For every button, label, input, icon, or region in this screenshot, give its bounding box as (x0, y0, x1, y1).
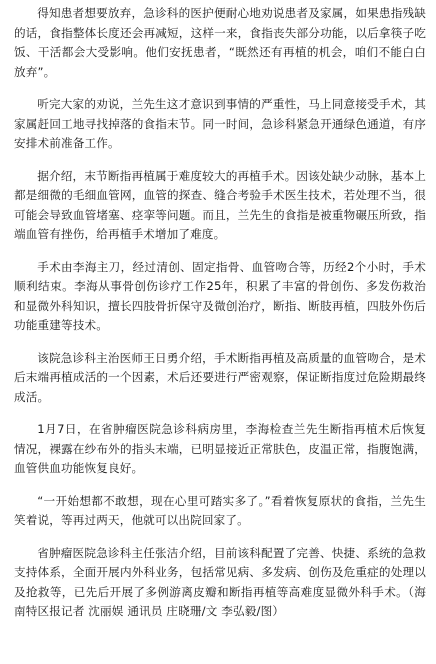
paragraph-3: 据介绍，末节断指再植属于难度较大的再植手术。因该处缺少动脉，基本上都是细微的毛细血管网，血管的探查、缝合考验手术医生技术，若处理不当，很可能会导致血管堵塞、痉挛等问题。而且，兰先生的食指是被重物碾压所致，指端血管有挫伤，给再植手术增加了难度。 (14, 168, 426, 241)
paragraph-6: 1月7日，在省肿瘤医院急诊科病房里，李海检查兰先生断指再植术后恢复情况，裸露在纱布外的指头末端，已明显接近正常肤色，皮温正常，指腹饱满，血管供血功能恢复良好。 (14, 422, 426, 475)
paragraph-2: 听完大家的劝说，兰先生这才意识到事情的严重性，马上同意接受手术，其家属赶回工地寻找掉落的食指末节。同一时间，急诊科紧急开通绿色通道，有序安排术前准备工作。 (14, 97, 426, 150)
paragraph-7: “一开始想都不敢想，现在心里可踏实多了。”看着恢复原状的食指，兰先生笑着说，等再过两天，他就可以出院回家了。 (14, 493, 426, 527)
paragraph-8: 省肿瘤医院急诊科主任张洁介绍，目前该科配置了完善、快捷、系统的急救支持体系，全面开展内外科业务，包括常见病、多发病、创伤及危重症的处理以及抢救等，已先后开展了多例游离皮瓣和断指再植等高难度显微外科手术。（海南特区报记者 沈丽娱 通讯员 庄晓珊/文 李弘毅/图） (14, 545, 426, 618)
paragraph-5: 该院急诊科主治医师王日勇介绍，手术断指再植及高质量的血管吻合，是术后末端再植成活的一个因素，术后还要进行严密观察，保证断指度过危险期最终成活。 (14, 350, 426, 404)
paragraph-1: 得知患者想要放弃，急诊科的医护便耐心地劝说患者及家属，如果患指残缺的话，食指整体长度还会再减短，这样一来，食指丧失部分功能，以后拿筷子吃饭、干活都会大受影响。他们安抚患者，“既然还有再植的机会，咱们不能白白放弃”。 (14, 6, 426, 79)
paragraph-4: 手术由李海主刀，经过清创、固定指骨、血管吻合等，历经2个小时，手术顺利结束。李海从事骨创伤诊疗工作25年，积累了丰富的骨创伤、多发伤救治和显微外科知识，擅长四肢骨折保守及微创治疗，断指、断肢再植，四肢外伤后功能重建等技术。 (14, 259, 426, 332)
article-body (14, 4, 426, 622)
